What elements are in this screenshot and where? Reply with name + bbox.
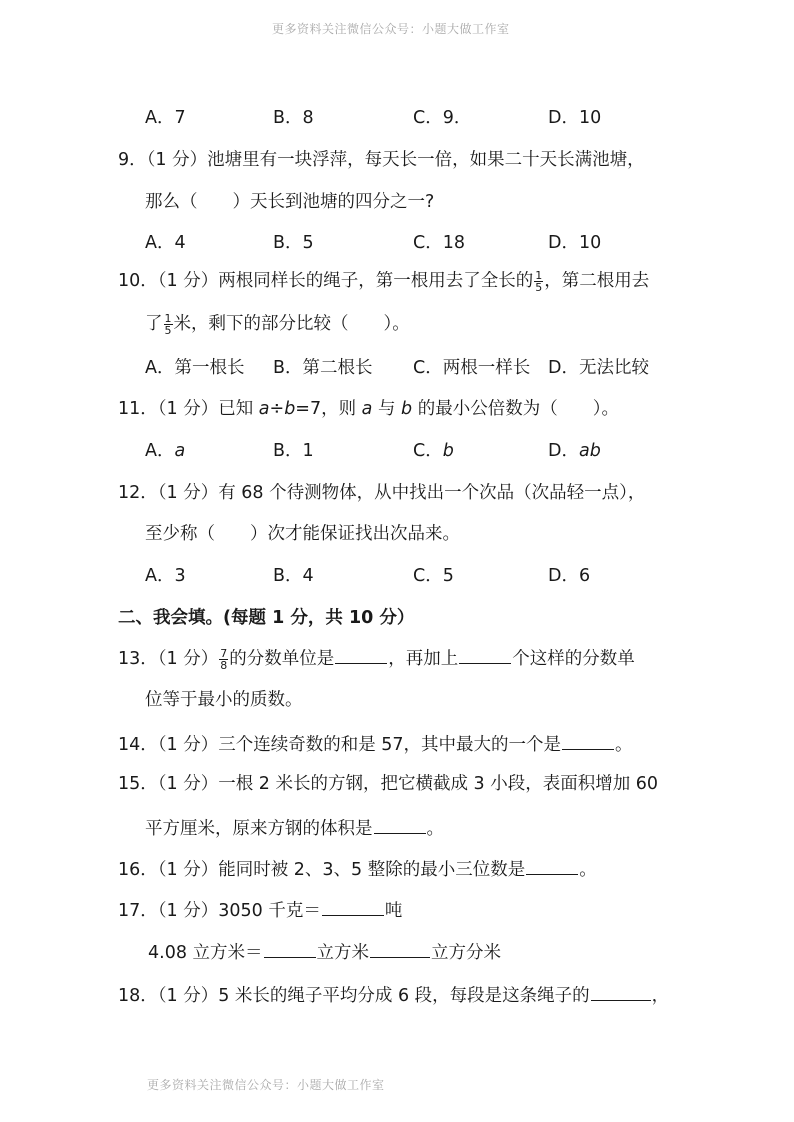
q17-line1 — [118, 897, 402, 923]
q14-blank[interactable] — [562, 731, 614, 750]
q10-fraction-2 — [164, 313, 173, 336]
q17-unit-2: 立方米 — [316, 943, 370, 963]
q11-var-b: b — [284, 399, 296, 419]
q9-line2: 那么（ ）天长到池塘的四分之一? — [145, 192, 435, 212]
q8-option-c: C．9． — [413, 108, 472, 128]
q11-option-a-prefix: A． — [145, 441, 175, 461]
q11-text-d: 的最小公倍数为（ ）。 — [412, 399, 619, 419]
q9-line1: 9．（1 分）池塘里有一块浮萍，每天长一倍，如果二十天长满池塘， — [118, 150, 645, 170]
q10-option-a: A．第一根长 — [145, 358, 245, 378]
q13-blank-2[interactable] — [459, 645, 511, 664]
q11-option-d-prefix: D． — [548, 441, 579, 461]
q15-end: 。 — [426, 819, 444, 839]
q12-option-d: D．6 — [548, 566, 591, 586]
q17-line2 — [148, 939, 501, 965]
q13-line2: 位等于最小的质数。 — [145, 690, 303, 710]
q13-prefix: 13．（1 分） — [118, 649, 219, 669]
q10-line1-text-b: ，第二根用去 — [544, 271, 650, 291]
q10-fraction-1-numerator: 1 — [535, 268, 543, 282]
q17-unit-3: 立方分米 — [431, 943, 502, 963]
q11-text-b: =7，则 — [295, 399, 362, 419]
q11-option-c-var: b — [442, 441, 454, 461]
q9-option-c: C．18 — [413, 233, 465, 253]
q11-option-c-prefix: C． — [413, 441, 443, 461]
q15-text: 平方厘米，原来方钢的体积是 — [145, 819, 373, 839]
q13-fraction — [219, 648, 228, 671]
q10-option-b: B．第二根长 — [273, 358, 373, 378]
q11-option-b: B．1 — [273, 441, 314, 461]
q10-option-c: C．两根一样长 — [413, 358, 531, 378]
q17-text: 17．（1 分）3050 千克＝ — [118, 901, 321, 921]
q13-text-1: 的分数单位是 — [229, 649, 335, 669]
q8-option-b: B．8 — [273, 108, 314, 128]
q14-end: 。 — [615, 735, 633, 755]
q10-line2-text-b: 米，剩下的部分比较（ ）。 — [173, 314, 410, 334]
q18-text: 18．（1 分）5 米长的绳子平均分成 6 段，每段是这条绳子的 — [118, 986, 590, 1006]
q10-fraction-2-numerator: 1 — [164, 311, 172, 325]
q13-text-3: 个这样的分数单 — [512, 649, 635, 669]
q10-fraction-1-denominator: 5 — [535, 280, 543, 294]
q18-blank[interactable] — [591, 982, 651, 1001]
q11-div-sign: ÷ — [269, 399, 285, 419]
q11-option-c — [413, 439, 454, 463]
section-2-title: 二、我会填。(每题 1 分，共 10 分） — [118, 608, 415, 628]
q9-option-a: A．4 — [145, 233, 186, 253]
q11-text-a: 11．（1 分）已知 — [118, 399, 259, 419]
q8-option-d: D．10 — [548, 108, 602, 128]
q18-line — [118, 982, 669, 1008]
q10-fraction-1 — [534, 270, 543, 293]
q11-option-a — [145, 439, 185, 463]
q16-end: 。 — [579, 860, 597, 880]
q13-text-2: ，再加上 — [388, 649, 459, 669]
q16-blank[interactable] — [526, 856, 578, 875]
q18-end: ， — [651, 986, 670, 1006]
q11-var-b2: b — [401, 399, 413, 419]
watermark-top: 更多资料关注微信公众号：小题大做工作室 — [272, 22, 510, 36]
q13-fraction-denominator: 8 — [220, 658, 228, 672]
q10-line2-text-a: 了 — [145, 314, 163, 334]
q12-line2: 至少称（ ）次才能保证找出次品来。 — [145, 524, 460, 544]
q11-var-a2: a — [361, 399, 373, 419]
q11-line — [118, 397, 619, 421]
q12-option-b: B．4 — [273, 566, 314, 586]
q13-fraction-numerator: 7 — [220, 646, 228, 660]
q10-line1-text-a: 10．（1 分）两根同样长的绳子，第一根用去了全长的 — [118, 271, 534, 291]
q15-line2 — [145, 815, 444, 841]
q11-var-a: a — [258, 399, 270, 419]
q17-blank-3[interactable] — [370, 939, 430, 958]
q12-option-c: C．5 — [413, 566, 454, 586]
q11-option-a-var: a — [174, 441, 186, 461]
q13-blank-1[interactable] — [335, 645, 387, 664]
q16-text: 16．（1 分）能同时被 2、3、5 整除的最小三位数是 — [118, 860, 526, 880]
q17-unit-1: 吨 — [384, 901, 403, 921]
watermark-bottom: 更多资料关注微信公众号：小题大做工作室 — [147, 1078, 385, 1092]
q10-fraction-2-denominator: 5 — [164, 323, 172, 337]
q17-text-2: 4.08 立方米＝ — [148, 943, 263, 963]
q15-line1: 15．（1 分）一根 2 米长的方钢，把它横截成 3 小段，表面积增加 60 — [118, 774, 659, 794]
q9-option-b: B．5 — [273, 233, 314, 253]
q12-line1: 12．（1 分）有 68 个待测物体，从中找出一个次品（次品轻一点）， — [118, 483, 646, 503]
q17-blank-1[interactable] — [322, 897, 384, 916]
q15-blank[interactable] — [374, 815, 426, 834]
q8-option-a: A．7 — [145, 108, 186, 128]
q16-line — [118, 856, 597, 882]
q9-option-d: D．10 — [548, 233, 602, 253]
q11-text-c: 与 — [372, 399, 402, 419]
q10-line1 — [118, 269, 649, 293]
q10-option-d: D．无法比较 — [548, 358, 649, 378]
q11-option-d-var: ab — [578, 441, 601, 461]
q12-option-a: A．3 — [145, 566, 186, 586]
q17-blank-2[interactable] — [264, 939, 316, 958]
q11-option-d — [548, 439, 601, 463]
q14-text: 14．（1 分）三个连续奇数的和是 57，其中最大的一个是 — [118, 735, 562, 755]
q14-line — [118, 731, 633, 757]
q13-line1 — [118, 645, 635, 671]
q10-line2 — [145, 312, 410, 336]
